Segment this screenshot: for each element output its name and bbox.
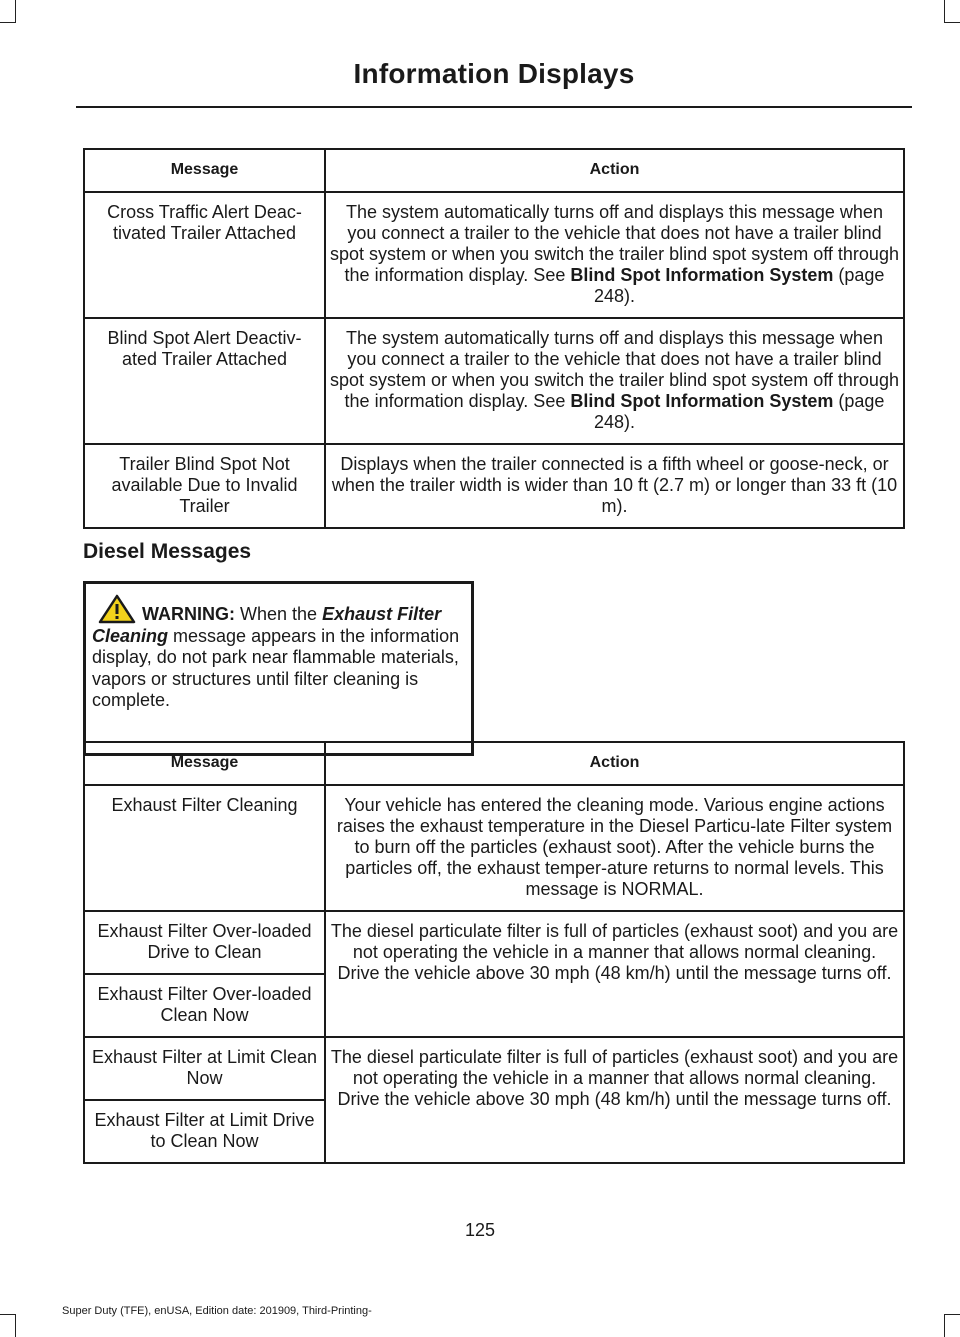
action-text: The system automatically turns off and displays this message when you connect a trailer to the vehicle that does not have a trailer blind spot system or when you switch the trailer blind spot system off through the information display. See: [330, 202, 899, 285]
cross-reference: Blind Spot Information System: [570, 391, 834, 411]
alert-messages-table: [83, 148, 905, 529]
warning-triangle-icon: [98, 594, 136, 624]
header-rule: [76, 106, 912, 108]
message-cell: Exhaust Filter Over-loaded Drive to Clean: [84, 911, 325, 974]
message-cell: Exhaust Filter Over-loaded Clean Now: [84, 974, 325, 1037]
action-text: The system automatically turns off and displays this message when you connect a trailer to the vehicle that does not have a trailer blind spot system or when you switch the trailer blind spot system off through the information display. See: [330, 328, 899, 411]
message-cell: Exhaust Filter at Limit Drive to Clean Now: [84, 1100, 325, 1163]
footer-edition-info: Super Duty (TFE), enUSA, Edition date: 201909, Third-Printing-: [62, 1305, 372, 1317]
message-cell: Exhaust Filter Cleaning: [84, 785, 325, 911]
action-cell: Your vehicle has entered the cleaning mode. Various engine actions raises the exhaust temperature in the Diesel Particu-late Filter system to burn off the particles (exhaust soot). After the vehicle burns the particles off, the exhaust temper-ature returns to normal levels. This message is NORMAL.: [325, 785, 904, 911]
action-cell: Displays when the trailer connected is a fifth wheel or goose-neck, or when the trailer width is wider than 10 ft (2.7 m) or longer than 33 ft (10 m).: [325, 444, 904, 528]
page-reference: (page 248).: [593, 265, 885, 306]
table-row: [84, 192, 904, 318]
page-reference: (page 248).: [593, 391, 885, 432]
crop-mark: [15, 0, 16, 22]
table-header-row: [84, 742, 904, 785]
table-row: [84, 318, 904, 444]
diesel-messages-table: [83, 741, 905, 1164]
column-header-message: Message: [84, 149, 325, 192]
column-header-action: Action: [325, 149, 904, 192]
crop-mark: [944, 22, 960, 23]
warning-label: WARNING:: [142, 604, 235, 624]
table-header-row: [84, 149, 904, 192]
table-row: [84, 1037, 904, 1100]
section-heading: Diesel Messages: [83, 540, 252, 563]
message-cell: Trailer Blind Spot Not available Due to Invalid Trailer: [84, 444, 325, 528]
action-cell: [325, 192, 904, 318]
action-cell: [325, 318, 904, 444]
message-cell: Blind Spot Alert Deactiv-ated Trailer Attached: [84, 318, 325, 444]
warning-emphasis: Exhaust Filter Cleaning: [92, 604, 442, 646]
table-row: [84, 911, 904, 974]
warning-text-after: message appears in the information display, do not park near flammable materials, vapors or structures until filter cleaning is complete.: [92, 625, 460, 710]
message-cell: Exhaust Filter at Limit Clean Now: [84, 1037, 325, 1100]
crop-mark: [0, 22, 16, 23]
crop-mark: [0, 1314, 16, 1315]
action-cell: The diesel particulate filter is full of particles (exhaust soot) and you are not operating the vehicle in a manner that allows normal cleaning. Drive the vehicle above 30 mph (48 km/h) until the message turns off.: [325, 911, 904, 1037]
warning-text-before: When the: [240, 604, 318, 624]
message-cell: Cross Traffic Alert Deac-tivated Trailer Attached: [84, 192, 325, 318]
page-number: 125: [464, 1220, 496, 1240]
warning-box: [83, 581, 474, 756]
table-row: [84, 444, 904, 528]
crop-mark: [944, 0, 945, 22]
action-cell: The diesel particulate filter is full of particles (exhaust soot) and you are not operating the vehicle in a manner that allows normal cleaning. Drive the vehicle above 30 mph (48 km/h) until the message turns off.: [325, 1037, 904, 1163]
column-header-action: Action: [325, 742, 904, 785]
crop-mark: [944, 1315, 945, 1337]
table-row: [84, 785, 904, 911]
cross-reference: Blind Spot Information System: [570, 265, 834, 285]
column-header-message: Message: [84, 742, 325, 785]
crop-mark: [15, 1315, 16, 1337]
page-title: Information Displays: [353, 58, 635, 89]
crop-mark: [944, 1314, 960, 1315]
